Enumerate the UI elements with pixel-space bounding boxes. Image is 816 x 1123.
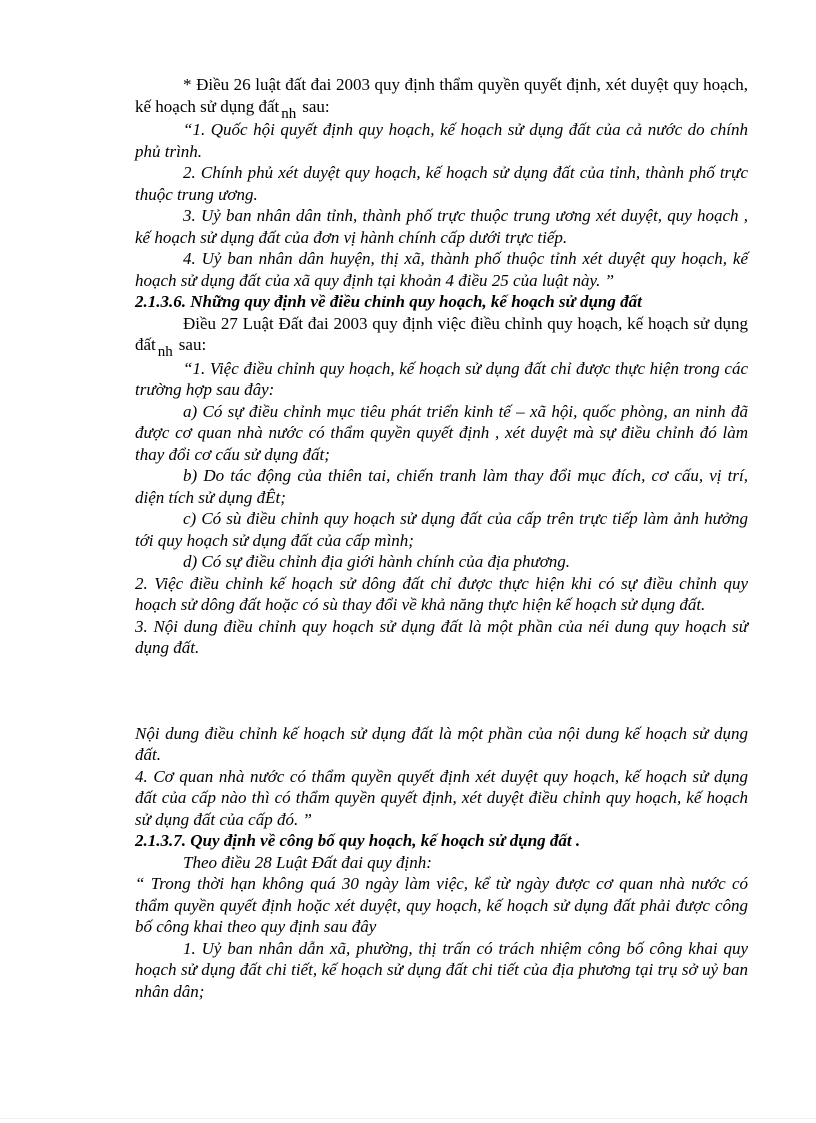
article-28-intro: Theo điều 28 Luật Đất đai quy định: [183,852,432,872]
clause-1d: d) Có sự điều chỉnh địa giới hành chính của địa phương. [183,552,571,571]
document-page [135,74,748,1002]
clause-2: 2. Việc điều chỉnh kế hoạch sử dông đất chỉ được thực hiện khi có sự điều chỉnh quy hoạch sử dông đất hoặc có sù thay đổi về khả năng thực hiện kế hoạch sử dụng đất. [135,573,748,614]
clause-3-continued: Nội dung điều chỉnh kế hoạch sử dụng đất là một phần của nội dung kế hoạch sử dụng đất. [135,723,748,764]
article-26-intro [135,74,748,122]
quote-item-2: 2. Chính phủ xét duyệt quy hoạch, kế hoạch sử dụng đất của tỉnh, thành phố trực thuộc trung ương. [135,163,748,204]
clause-1: “1. Việc điều chỉnh quy hoạch, kế hoạch sử dụng đất chỉ được thực hiện trong các trường hợp sau đây: [135,358,748,399]
quote-item-3: 3. Uỷ ban nhân dân tỉnh, thành phố trực thuộc trung ương xét duyệt, quy hoạch , kế hoạch sử dụng đất của đơn vị hành chính cấp dưới trực tiếp. [135,206,748,247]
quote-item-1: “1. Quốc hội quyết định quy hoạch, kế hoạch sử dụng đất của cả nước do chính phủ trình. [135,120,748,161]
page-bottom-rule [0,1118,816,1119]
quote-item-4: 4. Uỷ ban nhân dân huyện, thị xã, thành phố thuộc tỉnh xét duyệt quy hoạch, kế hoạch sử dụng đất của xã quy định tại khoản 4 điều 25 của luật này. ” [135,249,748,290]
page-break-gap [135,659,748,723]
section-heading-2137: 2.1.3.7. Quy định về công bố quy hoạch, kế hoạch sử dụng đất . [135,831,581,850]
article-27-intro [135,313,748,358]
article-27-text-end: sau: [178,335,207,354]
section-heading-2136: 2.1.3.6. Những quy định về điều chỉnh quy hoạch, kế hoạch sử dụng đất [135,292,642,311]
clause-1b: b) Do tác động của thiên tai, chiến tranh làm thay đổi mục đích, cơ cấu, vị trí, diện tích sử dụng đÊt; [135,466,748,507]
clause-4: 4. Cơ quan nhà nước có thẩm quyền quyết định xét duyệt quy hoạch, kế hoạch sử dụng đất của cấp nào thì có thẩm quyền quyết định, xét duyệt điều chỉnh quy hoạch, kế hoạch sử dụng đất của cấp đó. ” [135,766,748,829]
article-26-text-end: sau: [302,96,330,116]
article-26-text: * Điều 26 luật đất đai 2003 quy định thẩm quyền quyết định, xét duyệt quy hoạch, kế hoạch sử dụng đất [135,75,748,116]
clause-1c: c) Có sù điều chỉnh quy hoạch sử dụng đất của cấp trên trực tiếp làm ảnh hưởng tới quy hoạch sử dụng đất của cấp mình; [135,509,748,550]
article-28-item-1: 1. Uỷ ban nhân dẫn xã, phường, thị trấn có trách nhiệm công bố công khai quy hoạch sử dụng đất chi tiết, kế hoạch sử dụng đất chi tiết của địa phương tại trụ sở uỷ ban nhân dân; [135,938,748,1001]
clause-3: 3. Nội dung điều chỉnh quy hoạch sử dụng đất là một phần của néi dung quy hoạch sử dụng đất. [135,616,748,657]
article-27-text: Điều 27 Luật Đất đai 2003 quy định việc điều chỉnh quy hoạch, kế hoạch sử dụng đất [135,313,748,354]
subscript-fragment: nh [157,344,173,360]
article-28-quote: “ Trong thời hạn không quá 30 ngày làm việc, kể từ ngày được cơ quan nhà nước có thẩm quyền quyết định hoặc xét duyệt, quy hoạch, kế hoạch sử dụng đất phải được công bố công khai theo quy định sau đây [135,874,748,936]
clause-1a: a) Có sự điều chỉnh mục tiêu phát triển kinh tế – xã hội, quốc phòng, an ninh đã được cơ quan nhà nước có thẩm quyền quyết định , xét duyệt mà sự điều chỉnh đó làm thay đổi cơ cấu sử dụng đất; [135,401,748,464]
subscript-fragment: nh [281,105,297,122]
